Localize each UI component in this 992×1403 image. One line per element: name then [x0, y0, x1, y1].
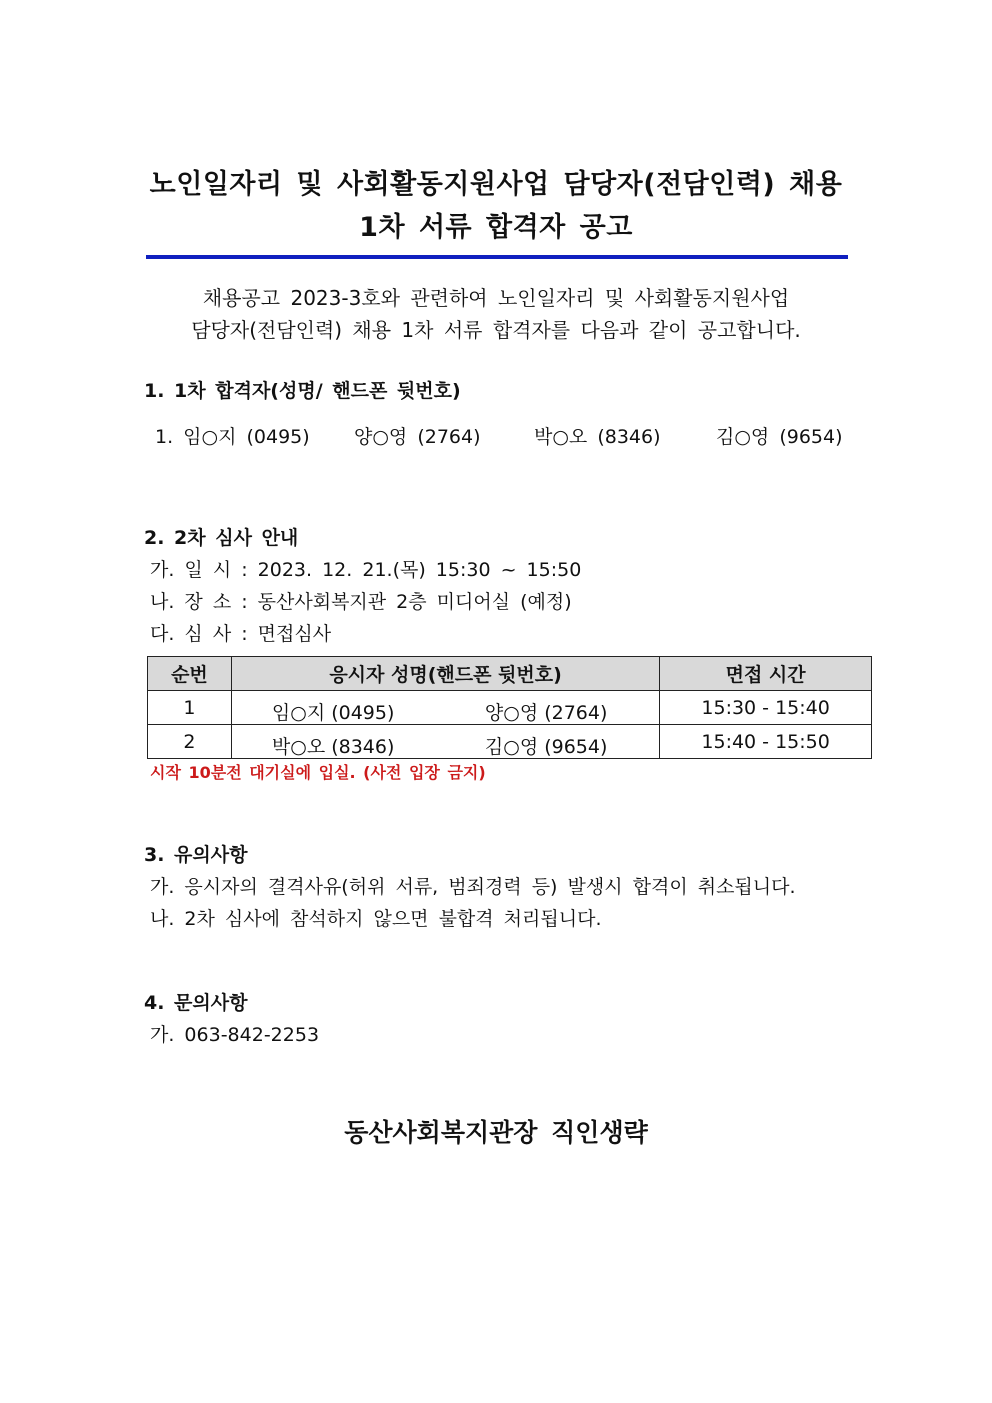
document-title-line2: 1차 서류 합격자 공고	[359, 212, 633, 243]
row-applicants	[231, 725, 659, 759]
row-applicants	[231, 691, 659, 725]
row-time: 15:40 - 15:50	[660, 725, 872, 759]
intro-line1: 채용공고 2023-3호와 관련하여 노인일자리 및 사회활동지원사업	[202, 286, 790, 310]
row-time: 15:30 - 15:40	[660, 691, 872, 725]
document-title-line1: 노인일자리 및 사회활동지원사업 담당자(전담인력) 채용	[149, 169, 843, 200]
section4-heading: 4. 문의사항	[144, 992, 248, 1014]
applicant-name: 임○지 (0495)	[271, 702, 395, 724]
title-divider	[146, 255, 848, 259]
entry-warning: 시작 10분전 대기실에 입실. (사전 입장 금지)	[150, 763, 486, 782]
section3-heading: 3. 유의사항	[144, 844, 248, 866]
notice-item: 가. 응시자의 결격사유(허위 서류, 범죄경력 등) 발생시 합격이 취소됩니다.	[150, 876, 796, 898]
header-no: 순번	[148, 657, 232, 691]
passer-item: 양○영 (2764)	[354, 426, 481, 448]
section2-heading: 2. 2차 심사 안내	[144, 527, 299, 549]
interview-schedule-table	[147, 656, 872, 759]
passer-item: 김○영 (9654)	[716, 426, 843, 448]
applicant-name: 양○영 (2764)	[484, 702, 608, 724]
table-row	[148, 725, 872, 759]
applicant-name: 박○오 (8346)	[271, 736, 395, 758]
passer-item: 박○오 (8346)	[534, 426, 661, 448]
table-row	[148, 691, 872, 725]
intro-line2: 담당자(전담인력) 채용 1차 서류 합격자를 다음과 같이 공고합니다.	[191, 318, 801, 342]
row-no: 2	[148, 725, 232, 759]
applicant-name: 김○영 (9654)	[484, 736, 608, 758]
schedule-type: 다. 심 사 : 면접심사	[150, 623, 332, 645]
row-no: 1	[148, 691, 232, 725]
table-header-row	[148, 657, 872, 691]
schedule-place: 나. 장 소 : 동산사회복지관 2층 미디어실 (예정)	[150, 591, 572, 613]
schedule-date: 가. 일 시 : 2023. 12. 21.(목) 15:30 ~ 15:50	[150, 559, 582, 581]
section1-heading: 1. 1차 합격자(성명/ 핸드폰 뒷번호)	[144, 380, 461, 402]
header-applicant: 응시자 성명(핸드폰 뒷번호)	[231, 657, 659, 691]
contact-phone: 가. 063-842-2253	[150, 1024, 320, 1046]
notice-item: 나. 2차 심사에 참석하지 않으면 불합격 처리됩니다.	[150, 908, 602, 930]
header-time: 면접 시간	[660, 657, 872, 691]
passer-item: 1. 임○지 (0495)	[155, 426, 310, 448]
issuer-signature-line: 동산사회복지관장 직인생략	[344, 1118, 648, 1147]
